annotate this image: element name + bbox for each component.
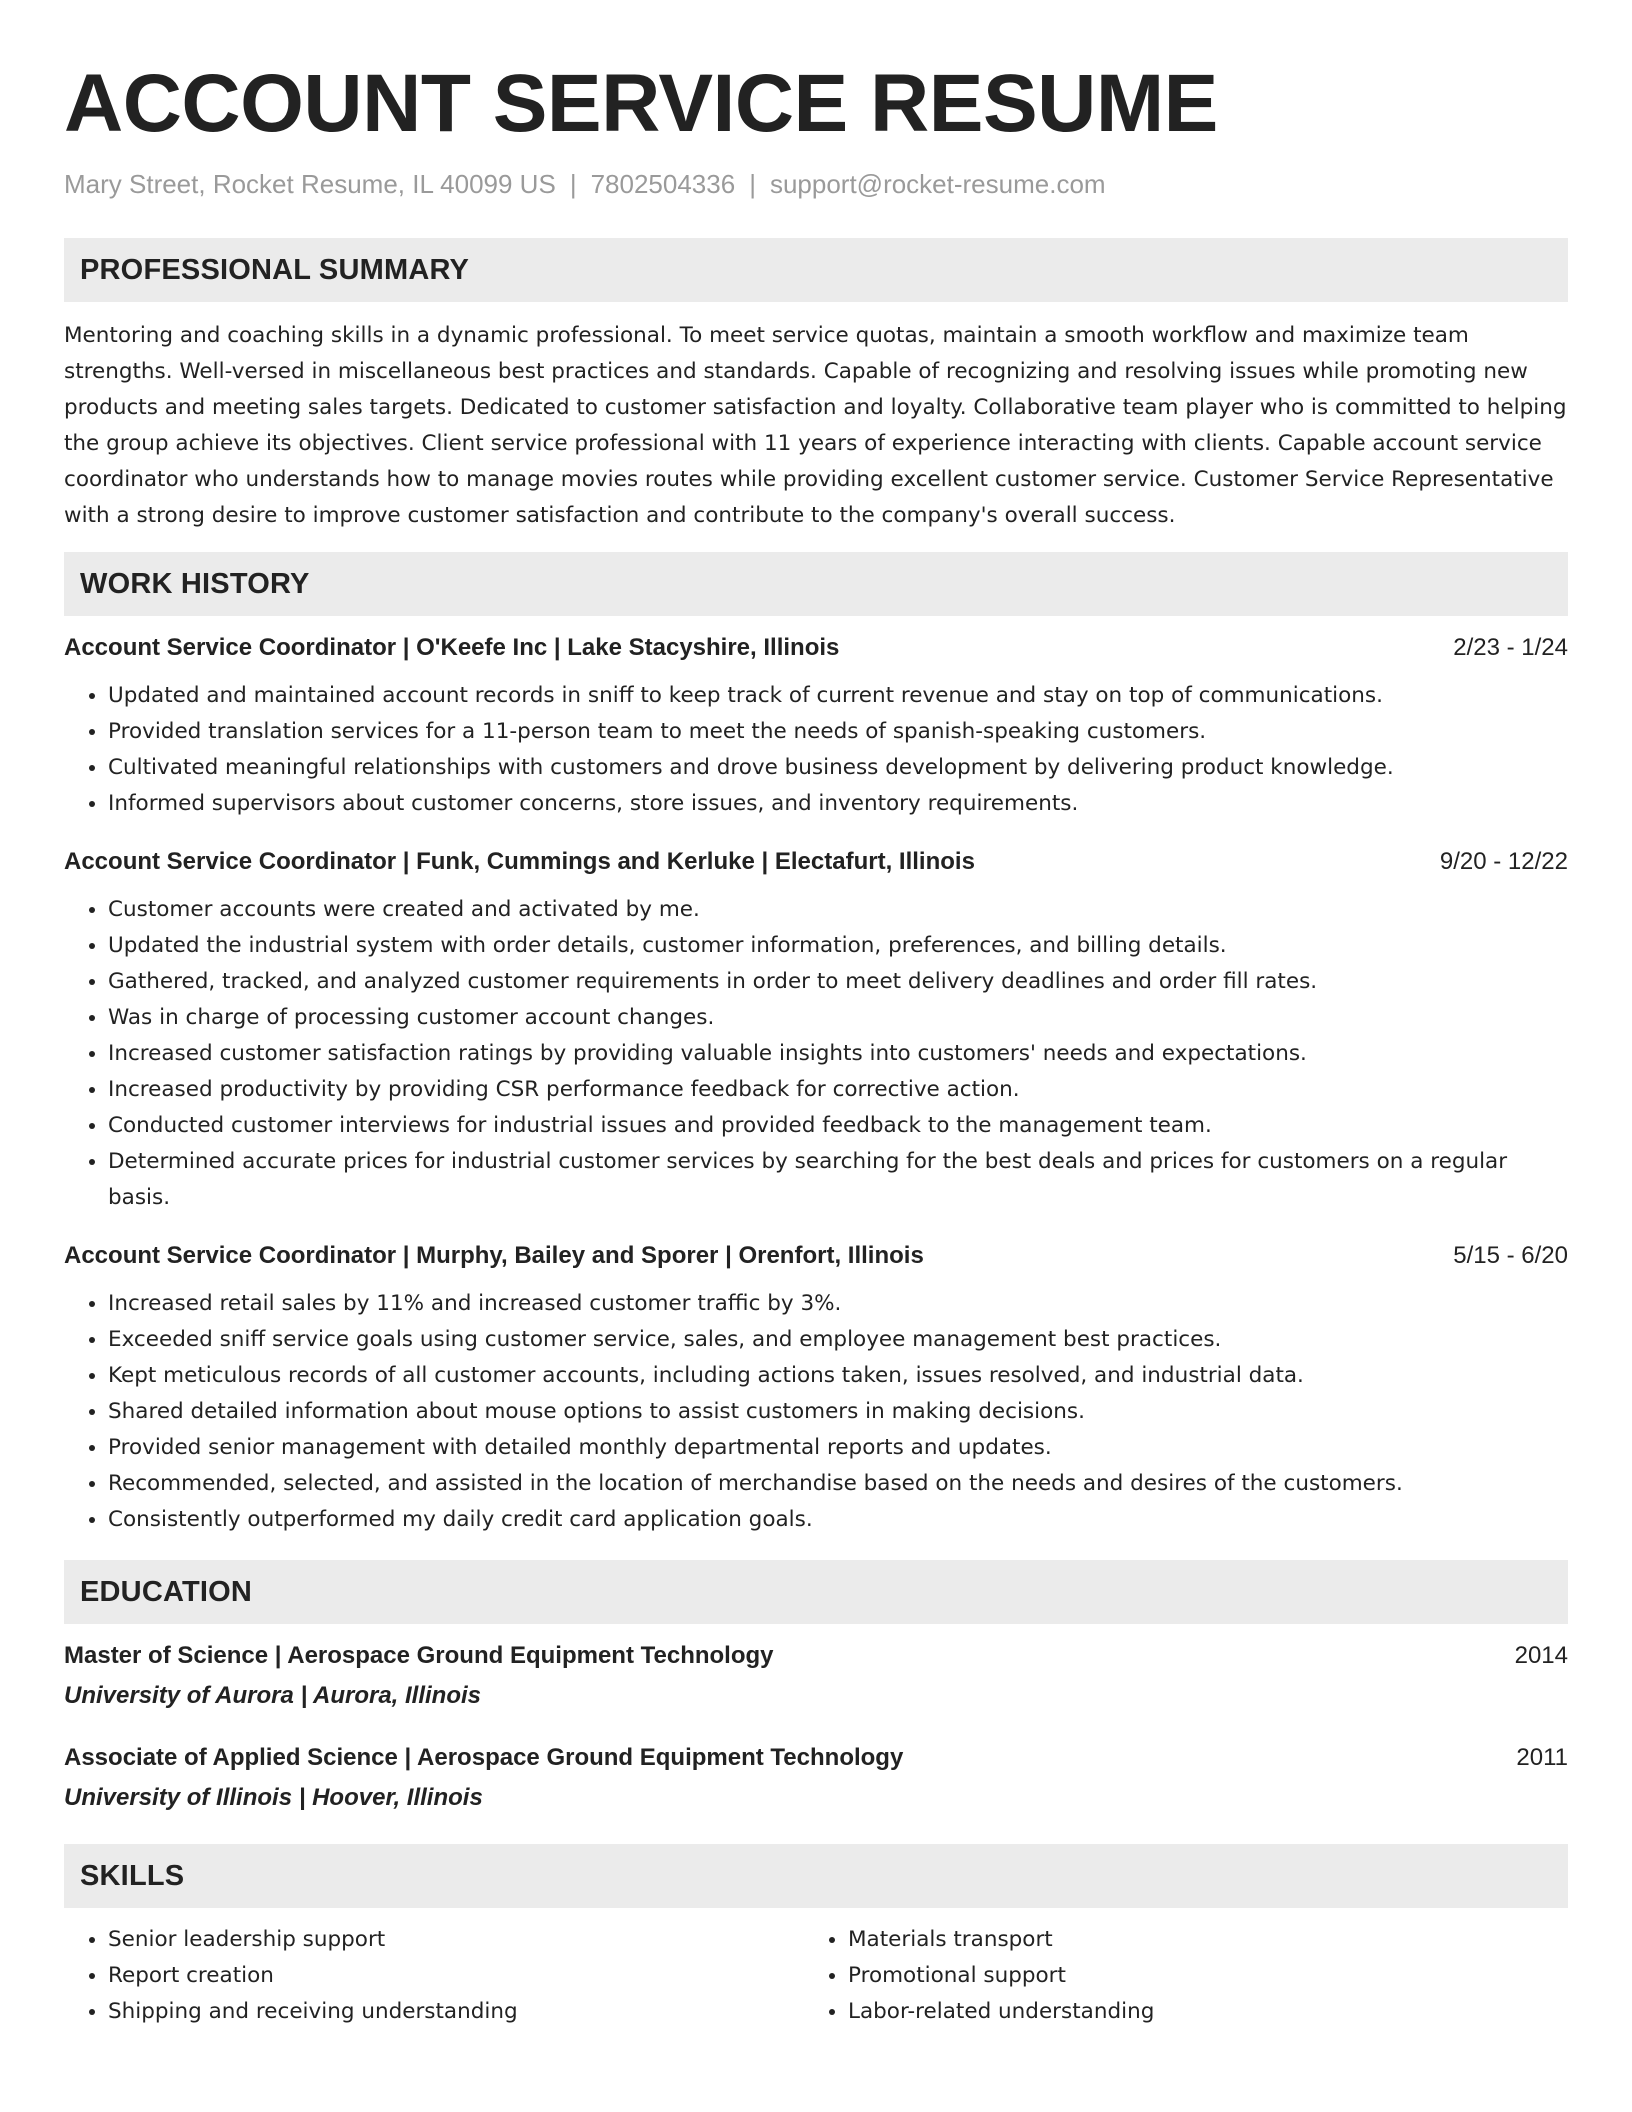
skill-item: • Labor-related understanding — [848, 1994, 1544, 2030]
degree-title: Associate of Applied Science | Aerospace Ground Equipment Technology — [64, 1744, 904, 1771]
job-bullets — [64, 1286, 1568, 1538]
skill-item: • Materials transport — [848, 1922, 1544, 1958]
summary-section-header — [64, 238, 1568, 302]
job-dates: 9/20 - 12/22 — [1439, 848, 1568, 875]
job-bullets — [64, 892, 1568, 1216]
skill-item: • Senior leadership support — [108, 1922, 804, 1958]
job-bullet: • Consistently outperformed my daily credit card application goals. — [108, 1502, 1568, 1538]
job-bullet: • Increased customer satisfaction ratings by providing valuable insights into customers' needs and expectations. — [108, 1036, 1568, 1072]
job-title: Account Service Coordinator | Murphy, Bailey and Sporer | Orenfort, Illinois — [64, 1242, 924, 1269]
job-bullet: • Informed supervisors about customer concerns, store issues, and inventory requirements. — [108, 786, 1568, 822]
job-bullet: • Kept meticulous records of all customer accounts, including actions taken, issues resolved, and industrial data. — [108, 1358, 1568, 1394]
job-dates: 2/23 - 1/24 — [1453, 634, 1568, 661]
graduation-year: 2014 — [1514, 1642, 1568, 1669]
graduation-year: 2011 — [1516, 1744, 1568, 1771]
education-heading: EDUCATION — [80, 1575, 253, 1608]
job-header — [64, 846, 1568, 878]
job-bullet: • Updated the industrial system with order details, customer information, preferences, and billing details. — [108, 928, 1568, 964]
job-entry — [64, 846, 1568, 1216]
contact-separator: | — [569, 169, 577, 199]
job-bullets — [64, 678, 1568, 822]
skills-column-right — [804, 1922, 1544, 2030]
education-header — [64, 1640, 1568, 1672]
job-bullet: • Determined accurate prices for industrial customer services by searching for the best deals and prices for customers on a regular basis. — [108, 1144, 1568, 1216]
education-section-header — [64, 1560, 1568, 1624]
job-bullet: • Gathered, tracked, and analyzed customer requirements in order to meet delivery deadlines and order fill rates. — [108, 964, 1568, 1000]
job-bullet: • Was in charge of processing customer account changes. — [108, 1000, 1568, 1036]
contact-phone: 7802504336 — [590, 169, 736, 199]
skill-item: • Shipping and receiving understanding — [108, 1994, 804, 2030]
school-name: University of Aurora | Aurora, Illinois — [64, 1682, 482, 1709]
job-bullet: • Recommended, selected, and assisted in the location of merchandise based on the needs and desires of the customers. — [108, 1466, 1568, 1502]
skills-column-left — [64, 1922, 804, 2030]
school-name: University of Illinois | Hoover, Illinois — [64, 1784, 483, 1811]
contact-address: Mary Street, Rocket Resume, IL 40099 US — [64, 169, 556, 199]
job-bullet: • Customer accounts were created and activated by me. — [108, 892, 1568, 928]
work-heading: WORK HISTORY — [80, 567, 310, 600]
skill-item: • Report creation — [108, 1958, 804, 1994]
job-bullet: • Shared detailed information about mouse options to assist customers in making decisions. — [108, 1394, 1568, 1430]
summary-heading: PROFESSIONAL SUMMARY — [80, 253, 470, 286]
education-entry — [64, 1742, 1568, 1814]
education-entry — [64, 1640, 1568, 1712]
job-bullet: • Provided translation services for a 11-person team to meet the needs of spanish-speaking customers. — [108, 714, 1568, 750]
job-bullet: • Increased productivity by providing CSR performance feedback for corrective action. — [108, 1072, 1568, 1108]
skill-item: • Promotional support — [848, 1958, 1544, 1994]
contact-email: support@rocket-resume.com — [769, 169, 1106, 199]
job-bullet: • Increased retail sales by 11% and increased customer traffic by 3%. — [108, 1286, 1568, 1322]
summary-text: Mentoring and coaching skills in a dynamic professional. To meet service quotas, maintain a smooth workflow and maximize team strengths. Well-versed in miscellaneous best practices and standards. Capable of recognizing and resolving issues while promoting new products and meeting sales targets. Dedicated to customer satisfaction and loyalty. Collaborative team player who is committed to helping the group achieve its objectives. Client service professional with 11 years of experience interacting with clients. Capable account service coordinator who understands how to manage movies routes while providing excellent customer service. Customer Service Representative with a strong desire to improve customer satisfaction and contribute to the company's overall success. — [64, 323, 1567, 528]
skills-heading: SKILLS — [80, 1859, 185, 1892]
resume-page — [64, 56, 1568, 2030]
degree-title: Master of Science | Aerospace Ground Equipment Technology — [64, 1642, 774, 1669]
skills-section-header — [64, 1844, 1568, 1908]
job-title: Account Service Coordinator | O'Keefe Inc | Lake Stacyshire, Illinois — [64, 634, 840, 661]
contact-separator: | — [749, 169, 756, 199]
job-bullet: • Exceeded sniff service goals using customer service, sales, and employee management best practices. — [108, 1322, 1568, 1358]
work-section-header — [64, 552, 1568, 616]
skills-list — [64, 1908, 1568, 2030]
job-header — [64, 632, 1568, 664]
job-entry — [64, 1240, 1568, 1538]
job-bullet: • Provided senior management with detailed monthly departmental reports and updates. — [108, 1430, 1568, 1466]
job-bullet: • Cultivated meaningful relationships with customers and drove business development by delivering product knowledge. — [108, 750, 1568, 786]
job-bullet: • Updated and maintained account records in sniff to keep track of current revenue and stay on top of communications. — [108, 678, 1568, 714]
job-dates: 5/15 - 6/20 — [1453, 1242, 1568, 1269]
job-title: Account Service Coordinator | Funk, Cummings and Kerluke | Electafurt, Illinois — [64, 848, 975, 875]
resume-title: ACCOUNT SERVICE RESUME — [64, 58, 1218, 149]
education-header — [64, 1742, 1568, 1774]
job-header — [64, 1240, 1568, 1272]
job-entry — [64, 632, 1568, 822]
job-bullet: • Conducted customer interviews for industrial issues and provided feedback to the management team. — [108, 1108, 1568, 1144]
contact-line — [64, 166, 1568, 202]
